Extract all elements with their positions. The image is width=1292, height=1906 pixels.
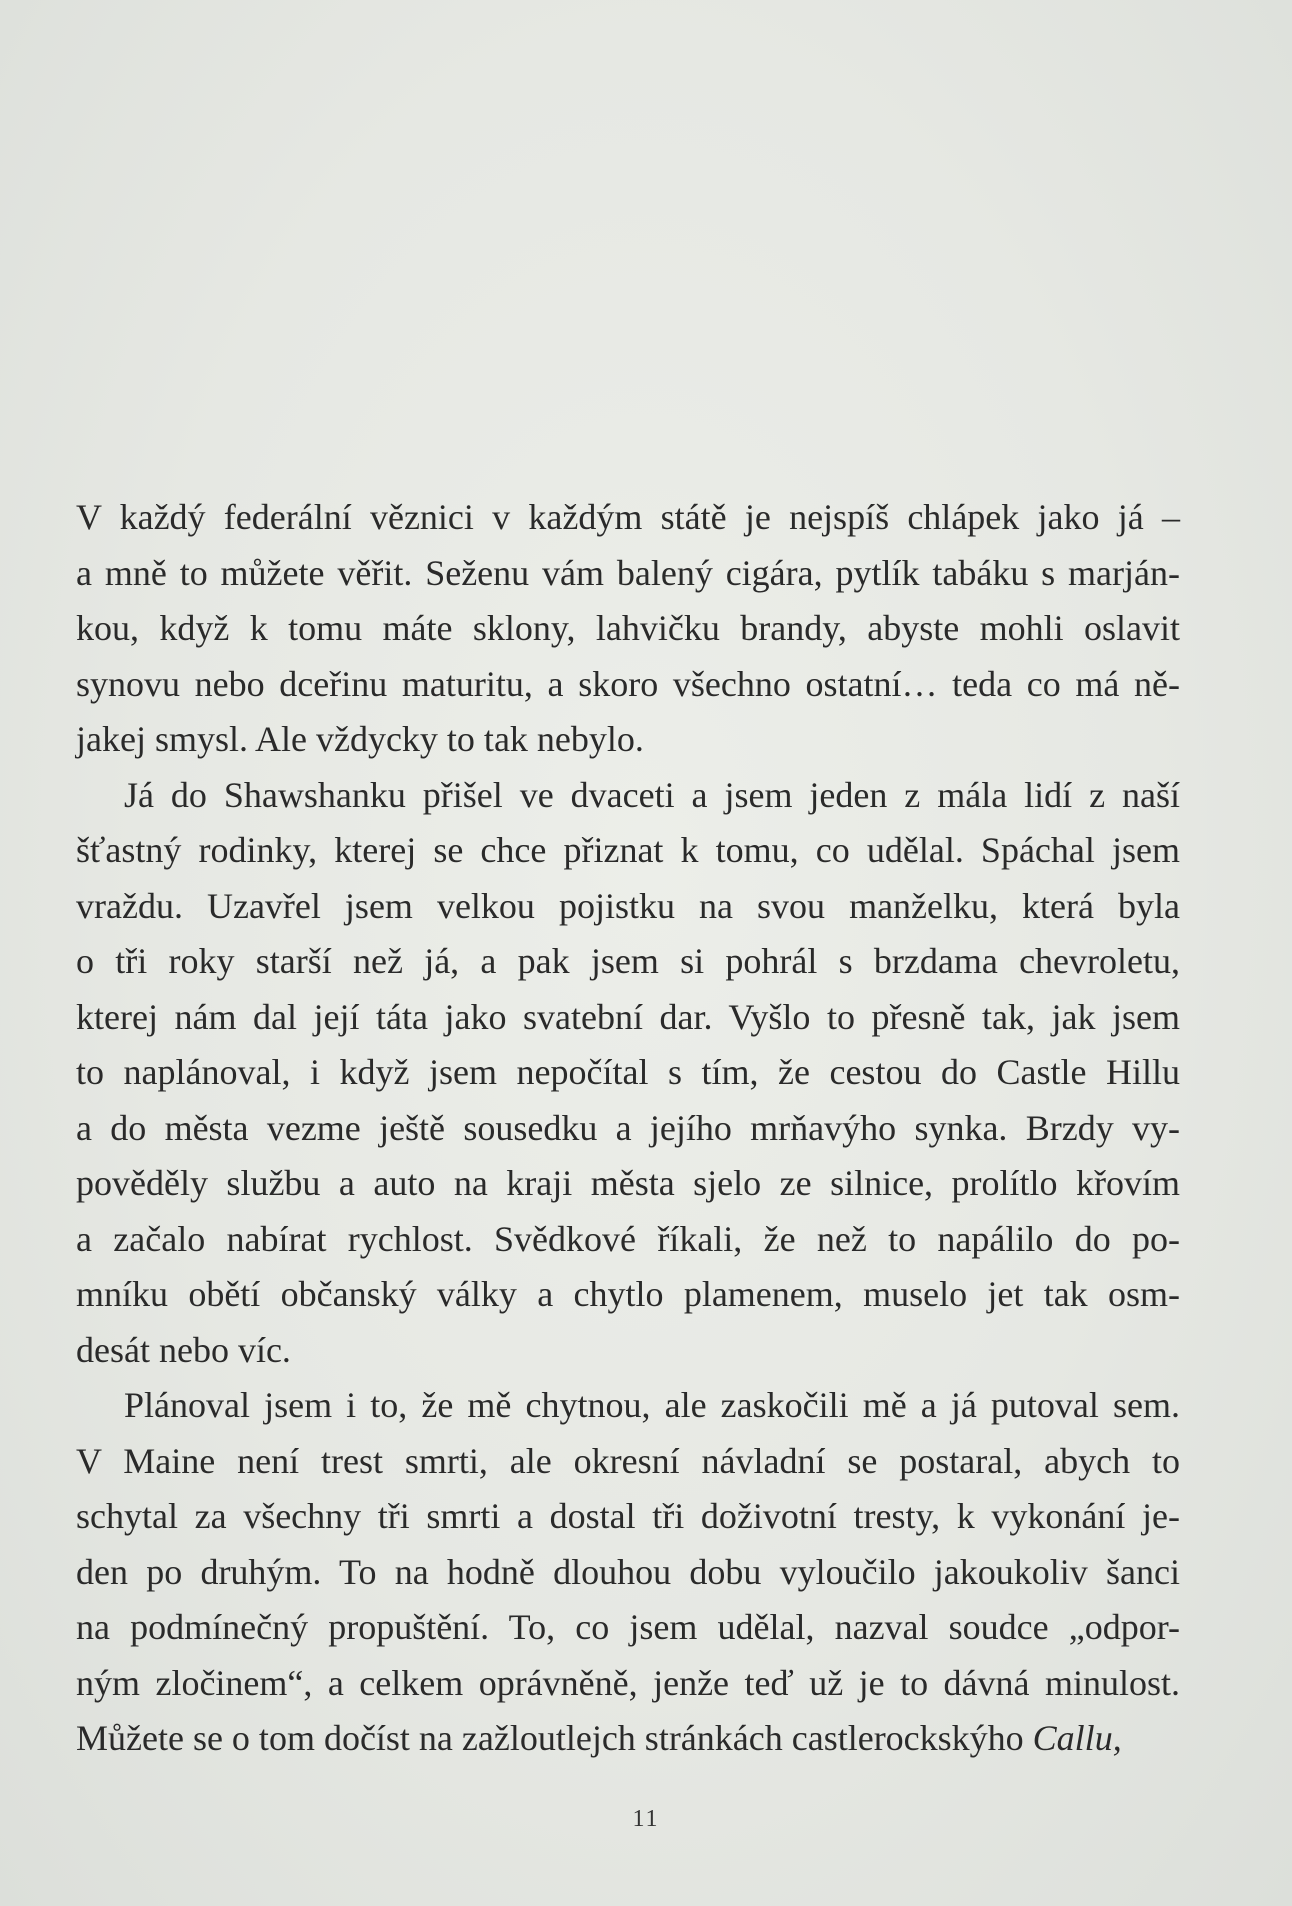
text-line: kou, když k tomu máte sklony, lahvičku brandy, abyste mohli oslavit (76, 608, 1180, 648)
text-line-roman: Můžete se o tom dočíst na zažloutlejch stránkách castlerockskýho (76, 1718, 1033, 1758)
text-line: a začalo nabírat rychlost. Svědkové říkali, že než to napálilo do po- (76, 1218, 1180, 1259)
text-line: mníku obětí občanský války a chytlo plamenem, muselo jet tak osm- (76, 1274, 1180, 1314)
text-line: den po druhým. To na hodně dlouhou dobu vyloučilo jakoukoliv šanci (76, 1551, 1180, 1592)
text-line: to naplánoval, i když jsem nepočítal s tím, že cestou do Castle Hillu (76, 1052, 1180, 1092)
text-line: V Maine není trest smrti, ale okresní návladní se postaral, abych to (76, 1440, 1180, 1481)
text-line: vraždu. Uzavřel jsem velkou pojistku na svou manželku, která byla (76, 885, 1180, 926)
text-line: a mně to můžete věřit. Seženu vám balený cigára, pytlík tabáku s marján- (76, 552, 1180, 593)
text-line: V každý federální věznici v každým státě je nejspíš chlápek jako já – (76, 497, 1180, 537)
text-line: desát nebo víc. (76, 1329, 291, 1370)
text-line: pověděly službu a auto na kraji města sjelo ze silnice, prolítlo křovím (76, 1163, 1180, 1203)
text-line: Plánoval jsem i to, že mě chytnou, ale zaskočili mě a já putoval sem. (124, 1385, 1180, 1425)
text-line: schytal za všechny tři smrti a dostal tři doživotní tresty, k vykonání je- (76, 1496, 1180, 1536)
text-line-italic: Callu, (1032, 1718, 1122, 1758)
text-line: kterej nám dal její táta jako svatební dar. Vyšlo to přesně tak, jak jsem (76, 996, 1180, 1037)
text-line: Já do Shawshanku přišel ve dvaceti a jsem jeden z mála lidí z naší (124, 774, 1180, 815)
text-line: šťastný rodinky, kterej se chce přiznat k tomu, co udělal. Spáchal jsem (76, 830, 1180, 870)
text-line: ným zločinem“, a celkem oprávněně, jenže teď už je to dávná minulost. (76, 1662, 1180, 1703)
body-text (76, 490, 1180, 1767)
text-line: na podmínečný propuštění. To, co jsem udělal, nazval soudce „odpor- (76, 1607, 1180, 1647)
text-line: jakej smysl. Ale vždycky to tak nebylo. (76, 719, 644, 759)
text-line: synovu nebo dceřinu maturitu, a skoro všechno ostatní… teda co má ně- (76, 663, 1180, 704)
text-line (76, 1711, 1180, 1767)
text-line: a do města vezme ještě sousedku a jejího mrňavýho synka. Brzdy vy- (76, 1107, 1180, 1148)
text-line: o tři roky starší než já, a pak jsem si pohrál s brzdama chevroletu, (76, 941, 1180, 981)
page-number: 11 (632, 1806, 660, 1832)
